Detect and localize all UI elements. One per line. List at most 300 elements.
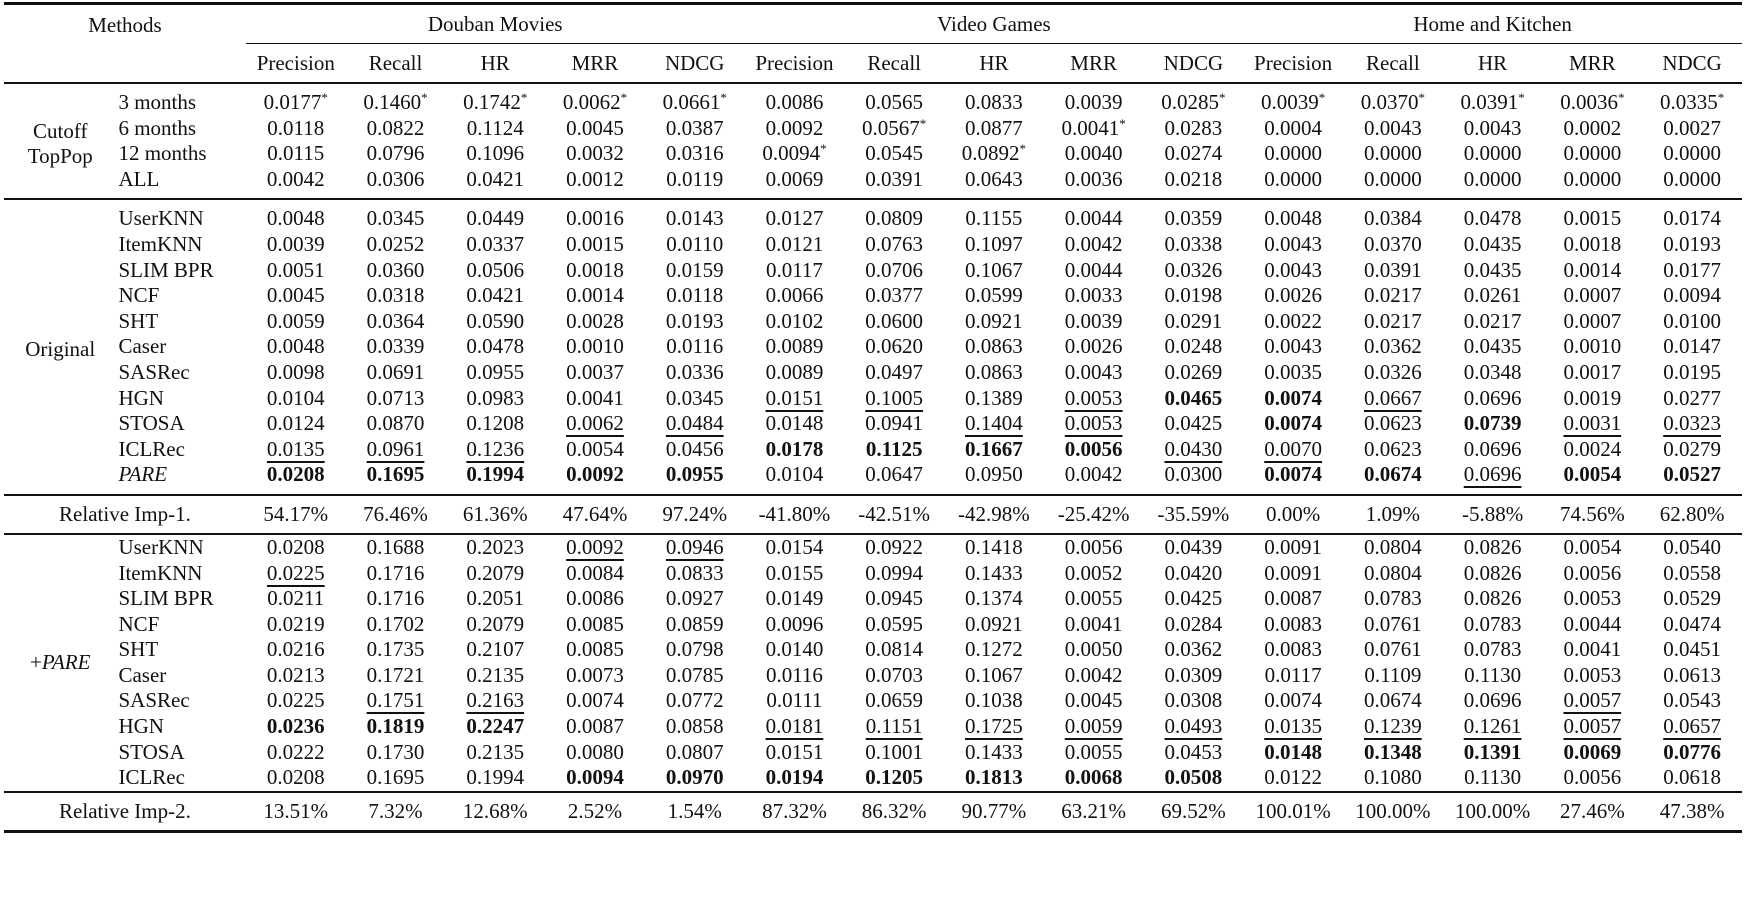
value-text: 0.0643 [965, 166, 1023, 191]
value-text: 0.0274 [1164, 141, 1223, 166]
value-text: 0.0086 [566, 586, 624, 611]
metric-value [844, 462, 944, 495]
value-text: 0.0091 [1264, 560, 1322, 585]
table-row [4, 765, 1742, 792]
metric-value [346, 116, 446, 142]
metric-value [1144, 688, 1244, 714]
relative-improvement-value: -35.59% [1157, 501, 1230, 526]
metric-value [445, 141, 545, 167]
metric-value [246, 334, 346, 360]
metric-value [1243, 534, 1343, 561]
value-text: 0.0149 [765, 586, 824, 611]
method-name: PARE [118, 462, 168, 487]
metric-value [745, 612, 845, 638]
value-text: 0.0135 [266, 436, 325, 461]
value-text: 0.0796 [366, 141, 425, 166]
value-text: 0.1348 [1363, 739, 1422, 764]
metric-value [1144, 141, 1244, 167]
value-text: 0.0439 [1164, 534, 1223, 559]
metric-value [1144, 283, 1244, 309]
value-text: 0.0785 [665, 662, 724, 687]
metric-value [1443, 83, 1543, 116]
metric-header-hr: HR [480, 50, 510, 75]
metric-value [844, 83, 944, 116]
value-text: 0.0193 [665, 308, 724, 333]
value-text: 0.0211 [267, 586, 325, 611]
metric-value [445, 258, 545, 284]
method-name: STOSA [118, 411, 185, 436]
value-text: 0.0283 [1164, 115, 1223, 140]
value-text: 0.1239 [1363, 714, 1422, 739]
value-text: 0.0252 [366, 231, 425, 256]
metric-value [1044, 232, 1144, 258]
metric-value [1243, 232, 1343, 258]
value-text: 0.0870 [366, 411, 425, 436]
metric-value [1642, 283, 1742, 309]
relative-improvement-value: 12.68% [462, 798, 528, 823]
value-text: 0.0092 [566, 462, 624, 487]
metric-value [1343, 688, 1443, 714]
relative-improvement-value: 47.64% [562, 501, 628, 526]
value-text: 0.0089 [765, 359, 824, 384]
value-text: 0.0031 [1563, 411, 1622, 436]
metric-value [1642, 232, 1742, 258]
value-text: 0.0391 [865, 166, 924, 191]
value-text: 0.0017 [1563, 359, 1622, 384]
value-text: 0.0674 [1363, 688, 1422, 713]
value-text: 0.0826 [1463, 560, 1522, 585]
metric-value [346, 714, 446, 740]
metric-value [445, 360, 545, 386]
relative-improvement-value: 1.09% [1365, 501, 1420, 526]
metric-value [346, 462, 446, 495]
value-text: 0.0042 [1064, 231, 1123, 256]
metric-value [1343, 199, 1443, 232]
value-text: 0.0089 [765, 334, 824, 359]
value-text: 0.0121 [765, 231, 824, 256]
value-text: 0.0558 [1663, 560, 1721, 585]
value-text: 0.0055 [1064, 739, 1123, 764]
metric-value [645, 586, 745, 612]
metric-value [1243, 258, 1343, 284]
value-text: 0.0000 [1264, 141, 1322, 166]
metric-value [1542, 561, 1642, 587]
metric-value [1542, 232, 1642, 258]
value-text: 0.0044 [1064, 206, 1123, 231]
method-name: SHT [118, 637, 159, 662]
metric-value [545, 283, 645, 309]
group-label-pare [4, 534, 116, 792]
metric-value [545, 334, 645, 360]
metric-value [545, 232, 645, 258]
significance-star: * [1019, 141, 1027, 157]
metric-value [545, 141, 645, 167]
value-text: 0.0225 [266, 560, 325, 585]
value-text: 0.0056 [1064, 534, 1123, 559]
value-text: 0.0370 [1363, 231, 1422, 256]
value-text: 0.0053 [1563, 662, 1622, 687]
value-text: 0.0359 [1164, 206, 1223, 231]
metric-value [844, 309, 944, 335]
metric-value [246, 612, 346, 638]
metric-value [1243, 360, 1343, 386]
value-text: 0.0456 [665, 436, 724, 461]
value-text: 0.0826 [1463, 534, 1522, 559]
value-text: 0.0053 [1064, 411, 1123, 436]
value-text: 0.0019 [1563, 385, 1622, 410]
value-text: 0.0696 [1463, 385, 1522, 410]
metric-value [1542, 637, 1642, 663]
group-name: PARE [41, 650, 91, 675]
method-name: SHT [118, 308, 159, 333]
value-text: 0.1001 [865, 739, 924, 764]
value-text: 0.1236 [466, 436, 525, 461]
value-text: 0.0194 [765, 765, 824, 790]
metric-value [1044, 561, 1144, 587]
value-text: 0.0100 [1663, 308, 1721, 333]
value-text: 0.0033 [1064, 283, 1123, 308]
value-text: 0.0772 [665, 688, 724, 713]
value-text: 0.0613 [1663, 662, 1721, 687]
value-text: 0.0117 [765, 257, 823, 282]
metric-value [844, 437, 944, 463]
value-text: 0.0595 [865, 611, 924, 636]
value-text: 0.0877 [965, 115, 1023, 140]
value-text: 0.0043 [1264, 231, 1322, 256]
metric-value [1443, 534, 1543, 561]
metric-value [745, 141, 845, 167]
metric-value [645, 663, 745, 689]
metric-value [944, 663, 1044, 689]
value-text: 0.1389 [965, 385, 1023, 410]
metric-value [745, 283, 845, 309]
metric-value [445, 283, 545, 309]
value-text: 0.0703 [865, 662, 924, 687]
value-text: 0.0055 [1064, 586, 1123, 611]
metric-value [844, 141, 944, 167]
value-text: 0.0218 [1164, 166, 1223, 191]
value-text: 0.0045 [266, 283, 325, 308]
table-row [4, 411, 1742, 437]
metric-value [645, 232, 745, 258]
metric-value [1144, 116, 1244, 142]
value-text: 0.1702 [366, 611, 425, 636]
table-row [4, 688, 1742, 714]
table-row [4, 386, 1742, 412]
metric-value [1443, 688, 1543, 714]
value-text: 0.0425 [1164, 411, 1223, 436]
metric-value [1443, 167, 1543, 200]
metric-value [844, 612, 944, 638]
method-name: SASRec [118, 359, 190, 384]
metric-value [844, 765, 944, 792]
metric-value [445, 561, 545, 587]
metric-value [1243, 586, 1343, 612]
value-text: 0.0035 [1264, 359, 1322, 384]
value-text: 0.0219 [266, 611, 325, 636]
metric-value [944, 334, 1044, 360]
relative-improvement-value: 54.17% [263, 501, 329, 526]
metric-value [1243, 765, 1343, 792]
value-text: 0.0045 [1064, 688, 1123, 713]
table-row [4, 612, 1742, 638]
significance-star: * [1119, 115, 1126, 131]
relative-improvement-value: 97.24% [662, 501, 728, 526]
relative-improvement-label: Relative Imp-1. [59, 501, 191, 526]
metric-value [1642, 116, 1742, 142]
value-text: 0.0117 [1264, 662, 1322, 687]
value-text: 0.0042 [1064, 462, 1123, 487]
value-text: 0.0018 [566, 257, 624, 282]
method-name: STOSA [118, 739, 185, 764]
metric-value [745, 199, 845, 232]
metric-value [1443, 714, 1543, 740]
value-text: 0.1433 [965, 560, 1023, 585]
value-text: 0.0318 [366, 283, 425, 308]
value-text: 0.1067 [965, 662, 1023, 687]
metric-value [1542, 283, 1642, 309]
metric-value [545, 386, 645, 412]
metric-header-recall: Recall [368, 50, 423, 75]
value-text: 0.0279 [1663, 436, 1721, 461]
metric-value [645, 116, 745, 142]
metric-value [745, 663, 845, 689]
metric-value [745, 167, 845, 200]
value-text: 0.0955 [466, 359, 525, 384]
value-text: 0.0326 [1363, 359, 1422, 384]
value-text: 0.0043 [1264, 334, 1322, 359]
metric-header-hr: HR [1477, 50, 1508, 75]
metric-value [445, 386, 545, 412]
method-name: ALL [118, 166, 160, 191]
metric-value [1144, 534, 1244, 561]
value-text: 0.0092 [765, 115, 824, 140]
metric-value [246, 740, 346, 766]
value-text: 0.0124 [266, 411, 325, 436]
metric-value [944, 283, 1044, 309]
value-text: 0.0007 [1563, 283, 1622, 308]
metric-value [1542, 462, 1642, 495]
value-text: 0.0261 [1463, 283, 1522, 308]
metric-value [844, 663, 944, 689]
metric-value [246, 309, 346, 335]
value-text: 0.1038 [965, 688, 1023, 713]
metric-value [1243, 386, 1343, 412]
value-text: 0.0527 [1663, 462, 1721, 487]
group-label-line: TopPop [27, 144, 93, 169]
value-text: 0.0048 [266, 206, 325, 231]
value-text: 0.1751 [366, 688, 425, 713]
metric-value [1443, 141, 1543, 167]
relative-improvement-value: 74.56% [1559, 501, 1625, 526]
relative-improvement-value: 100.00% [1454, 798, 1531, 823]
metric-value [944, 740, 1044, 766]
metric-header-precision: Precision [256, 50, 335, 75]
method-name: SLIM BPR [118, 257, 214, 282]
value-text: 0.0057 [1563, 714, 1622, 739]
value-text: 0.0336 [665, 359, 724, 384]
value-text: 0.1272 [965, 637, 1023, 662]
metric-value [645, 561, 745, 587]
metric-value [1243, 199, 1343, 232]
metric-value [1343, 765, 1443, 792]
value-text: 0.1067 [965, 257, 1023, 282]
value-text: 0.0000 [1663, 166, 1721, 191]
metric-value [1144, 309, 1244, 335]
value-text: 0.0155 [765, 560, 824, 585]
value-text: 0.0696 [1463, 462, 1522, 487]
metric-value [246, 411, 346, 437]
value-text: 0.0970 [665, 765, 724, 790]
value-text: 0.0217 [1363, 283, 1422, 308]
metric-value [346, 167, 446, 200]
value-text: 0.0248 [1164, 334, 1223, 359]
value-text: 0.0074 [566, 688, 624, 713]
metric-value [545, 612, 645, 638]
value-text: 0.0085 [566, 611, 624, 636]
metric-value [1044, 462, 1144, 495]
method-name: Caser [118, 334, 167, 359]
value-text: 0.0269 [1164, 359, 1223, 384]
metric-value [844, 411, 944, 437]
value-text: 0.0174 [1663, 206, 1721, 231]
table-row [4, 116, 1742, 142]
metric-value [1044, 437, 1144, 463]
value-text: 0.0028 [566, 308, 624, 333]
metric-value [745, 309, 845, 335]
metric-value [645, 612, 745, 638]
metric-header-ndcg: NDCG [1662, 50, 1722, 75]
metric-value [1243, 437, 1343, 463]
metric-value [246, 116, 346, 142]
metric-value [745, 740, 845, 766]
table-row [4, 663, 1742, 689]
relative-improvement-value: 100.01% [1255, 798, 1331, 823]
metric-value [246, 386, 346, 412]
table-row [4, 586, 1742, 612]
dataset-header-video-games: Video Games [745, 4, 1244, 44]
value-text: 0.0208 [266, 534, 325, 559]
metric-value [1343, 232, 1443, 258]
metric-value [445, 309, 545, 335]
value-text: 0.0543 [1663, 688, 1721, 713]
metric-value [1443, 258, 1543, 284]
significance-star: * [1518, 90, 1525, 105]
metric-value [645, 360, 745, 386]
metric-value [346, 309, 446, 335]
value-text: 0.0478 [1463, 206, 1522, 231]
value-text: 0.0151 [765, 739, 824, 764]
value-text: 0.0600 [865, 308, 924, 333]
value-text: 0.0062 [562, 90, 621, 114]
value-text: 0.0074 [1264, 688, 1322, 713]
value-text: 0.0927 [665, 586, 724, 611]
metric-value [1542, 612, 1642, 638]
metric-value [1243, 411, 1343, 437]
metric-value [1144, 637, 1244, 663]
value-text: 0.0026 [1264, 283, 1322, 308]
metric-value [445, 232, 545, 258]
value-text: 0.1097 [965, 231, 1023, 256]
metric-value [1343, 283, 1443, 309]
value-text: 0.0000 [1363, 166, 1422, 191]
metric-value [346, 765, 446, 792]
relative-improvement-label: Relative Imp-2. [59, 798, 191, 823]
metric-value [545, 411, 645, 437]
value-text: 0.0387 [665, 115, 724, 140]
value-text: 0.1725 [965, 714, 1023, 739]
metric-value [944, 199, 1044, 232]
metric-value [944, 688, 1044, 714]
value-text: 0.0012 [566, 166, 624, 191]
metric-value [645, 141, 745, 167]
value-text: 0.0506 [466, 257, 525, 282]
value-text: 0.2247 [466, 714, 525, 739]
relative-improvement-value: -5.88% [1461, 501, 1524, 526]
metric-value [1044, 411, 1144, 437]
significance-star: * [1219, 90, 1226, 105]
metric-value [545, 561, 645, 587]
value-text: 0.0000 [1463, 166, 1522, 191]
metric-value [1343, 334, 1443, 360]
metric-value [1144, 199, 1244, 232]
significance-star: * [321, 90, 328, 105]
metric-value [246, 360, 346, 386]
value-text: 0.0037 [566, 359, 624, 384]
metric-value [1542, 386, 1642, 412]
value-text: 0.0074 [1264, 385, 1322, 410]
metric-value [1343, 437, 1443, 463]
value-text: 0.0147 [1663, 334, 1721, 359]
value-text: 0.0043 [1264, 257, 1322, 282]
value-text: 0.0345 [366, 206, 425, 231]
table-row [4, 141, 1742, 167]
metric-value [246, 688, 346, 714]
table-row [4, 637, 1742, 663]
metric-value [1044, 534, 1144, 561]
value-text: 0.0306 [366, 166, 425, 191]
value-text: 0.0474 [1663, 611, 1721, 636]
value-text: 0.0102 [765, 308, 824, 333]
value-text: 0.0763 [865, 231, 924, 256]
metric-value [1044, 586, 1144, 612]
method-name: 3 months [118, 90, 197, 114]
value-text: 0.0062 [566, 411, 624, 436]
relative-improvement-value: 62.80% [1659, 501, 1725, 526]
value-text: 0.0052 [1064, 560, 1123, 585]
metric-value [1443, 386, 1543, 412]
metric-value [1642, 612, 1742, 638]
value-text: 0.0657 [1663, 714, 1721, 739]
value-text: 0.0922 [865, 534, 924, 559]
metric-value [1443, 437, 1543, 463]
value-text: 0.0921 [965, 308, 1023, 333]
metric-value [1443, 309, 1543, 335]
metric-value [445, 199, 545, 232]
metric-header-mrr: MRR [571, 50, 619, 75]
value-text: 0.0050 [1064, 637, 1123, 662]
metric-header-mrr: MRR [1070, 50, 1117, 75]
metric-value [1443, 740, 1543, 766]
metric-value [1144, 765, 1244, 792]
metric-value [1044, 167, 1144, 200]
metric-value [745, 334, 845, 360]
significance-star: * [1617, 90, 1625, 105]
metric-value [645, 765, 745, 792]
value-text: 0.0083 [1264, 611, 1322, 636]
value-text: 0.0618 [1663, 765, 1721, 790]
metric-value [1642, 309, 1742, 335]
